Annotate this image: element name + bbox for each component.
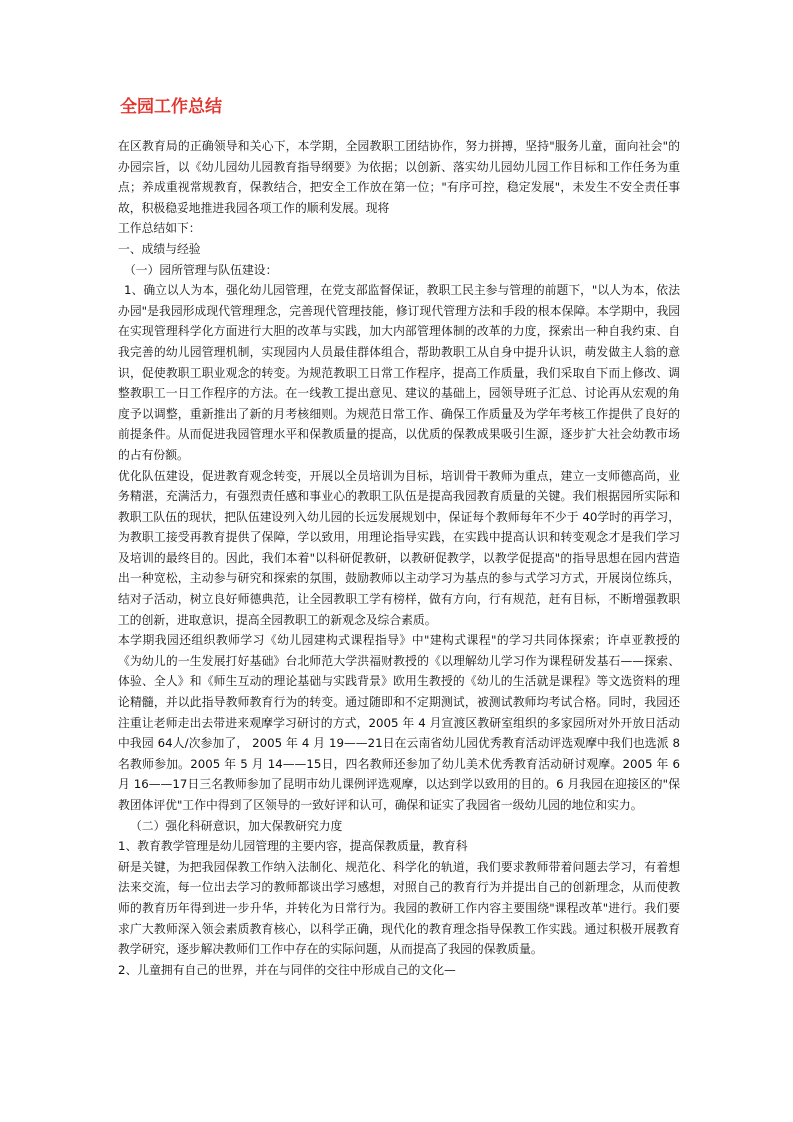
subsection-heading-2: （二）强化科研意识，加大保教研究力度 <box>130 818 343 833</box>
subsection-heading-1: （一）园所管理与队伍建设： <box>124 262 278 277</box>
summary-lead: 工作总结如下： <box>118 221 201 236</box>
paragraph-teaching-management: 1、教育教学管理是幼儿园管理的主要内容，提高保教质量，教育科 <box>118 839 468 854</box>
paragraph-children-world: 2、儿童拥有自己的世界，并在与同伴的交往中形成自己的文化— <box>118 962 456 977</box>
paragraph-team-building: 优化队伍建设，促进教育观念转变，开展以全员培训为目标，培训骨干教师为重点，建立一支师德高尚，业务精湛，充满活力，有强烈责任感和事业心的教职工队伍是提高我园教育质量的关键。我们根据园所实际和教职工队伍的现状，把队伍建设列入幼儿园的长远发展规划中，保证每个教师每年不少于 40学时的再学习，为教职工接受再教育提供了保障，学以致用，用理论指导实践，在实践中提高认识和转变观念才是我们学习及培训的最终目的。因此，我们本着"以科研促教研，以教研促教学，以教学促提高"的指导思想在园内营造出一种宽松，主动参与研究和探索的氛围，鼓励教师以主动学习为基点的参与式学习方式，开展岗位练兵，结对子活动，树立良好师德典范，让全园教职工学有榜样，做有方向，行有规范，赶有目标，不断增强教职工的创新，进取意识，提高全园教职工的新观念及综合素质。 <box>118 468 680 627</box>
document-body <box>118 136 680 980</box>
paragraph-research: 研是关键，为把我园保教工作纳入法制化、规范化、科学化的轨道，我们要求教师带着问题去学习，有着想法来交流，每一位出去学习的教师都谈出学习感想，对照自己的教育行为并提出自己的创新理念，从而使教师的教育历年得到进一步升华，并转化为日常行为。我园的教研工作内容主要围绕"课程改革"进行。我们要求广大教师深入领会素质教育核心，以科学正确，现代化的教育理念指导保教工作实践。通过积极开展教育教学研究，逐步解决教师们工作中存在的实际问题，从而提高了我园的保教质量。 <box>118 859 680 957</box>
paragraph-study: 本学期我园还组织教师学习《幼儿园建构式课程指导》中"建构式课程"的学习共同体探索；许卓亚教授的《为幼儿的一生发展打好基础》台北师范大学洪福财教授的《以理解幼儿学习作为课程研发基石——探索、体验、全人》和《师生互动的理论基础与实践背景》欧用生教授的《幼儿的生活就是课程》等文选资料的理论精髓，并以此指导教师教育行为的转变。通过随即和不定期测试，被测试教师均考试合格。同时，我园还注重让老师走出去带进来观摩学习研讨的方式，2005 年 4 月宣渡区教研室组织的多家园所对外开放日活动中我园 64人/次参加了， 2005 年 4 月 19——21日在云南省幼儿园优秀教育活动评选观摩中我们也选派 8 名教师参加。2005 年 5 月 14——15日，四名教师还参加了幼儿美术优秀教育活动研讨观摩。2005 年 6 月 16——17日三名教师参加了昆明市幼儿课例评选观摩，以达到学以致用的目的。6 月我园在迎接区的"保教团体评优"工作中得到了区领导的一致好评和认可，确保和证实了我园省一级幼儿园的地位和实力。 <box>118 633 680 812</box>
document-title: 全园工作总结 <box>120 97 222 117</box>
section-heading-1: 一、成绩与经验 <box>118 241 201 256</box>
paragraph-management: 1、确立以人为本，强化幼儿园管理，在党支部监督保证，教职工民主参与管理的前题下，"以人为本，依法办园"是我园形成现代管理理念，完善现代管理技能，修订现代管理方法和手段的根本保障。本学期中，我园在实现管理科学化方面进行大胆的改革与实践，加大内部管理体制的改革的力度，探索出一种自我约束、自我完善的幼儿园管理机制，实现园内人员最佳群体组合，帮助教职工从自身中提升认识，萌发做主人翁的意识，促使教职工职业观念的转变。为规范教职工日常工作程序，提高工作质量，我们采取自下而上修改、调整教职工一日工作程序的方法。在一线教工提出意见、建议的基础上，园领导班子汇总、讨论再从宏观的角度予以调整，重新推出了新的月考核细则。为规范日常工作、确保工作质量及为学年考核工作提供了良好的前提条件。从而促进我园管理水平和保教质量的提高，以优质的保教成果吸引生源，逐步扩大社会幼教市场的占有份额。 <box>118 283 680 462</box>
intro-paragraph: 在区教育局的正确领导和关心下，本学期，全园教职工团结协作，努力拼搏，坚持"服务儿童，面向社会"的办园宗旨，以《幼儿园幼儿园教育指导纲要》为依据；以创新、落实幼儿园幼儿园工作目标和工作任务为重点；养成重视常规教育，保教结合，把安全工作放在第一位；"有序可控，稳定发展"，未发生不安全责任事故，积极稳妥地推进我园各项工作的顺利发展。现将 <box>118 139 680 215</box>
